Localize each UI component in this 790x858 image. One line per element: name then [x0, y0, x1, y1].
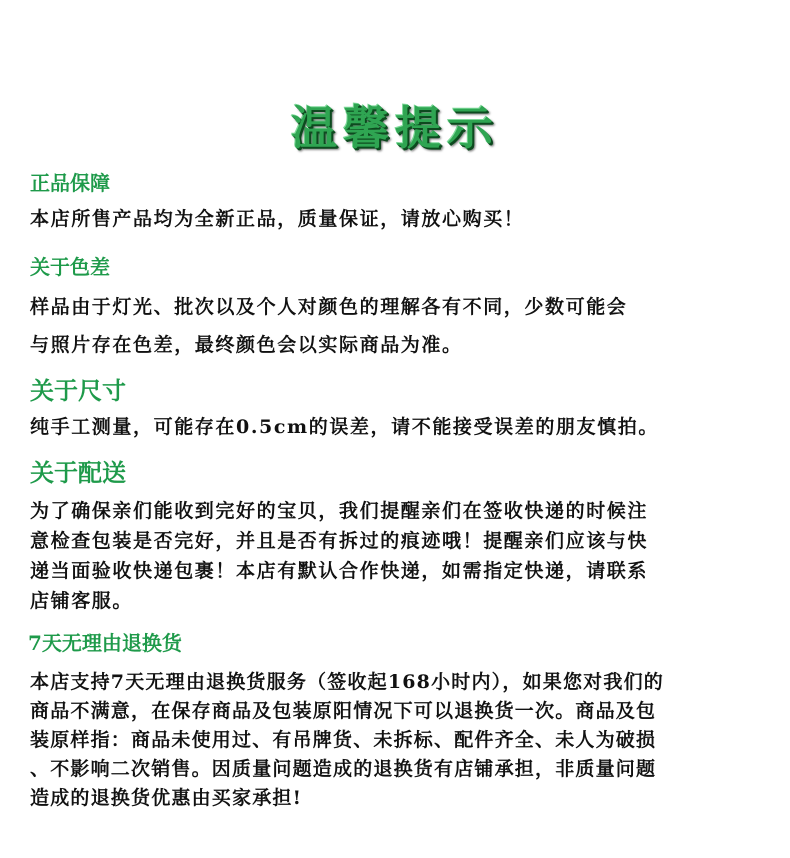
text-line: 装原样指：商品未使用过、有吊牌货、未拆标、配件齐全、未人为破损 — [30, 729, 657, 751]
section-body-returns — [30, 668, 765, 813]
text-line: 本店支持7天无理由退换货服务（签收起168小时内），如果您对我们的 — [30, 671, 664, 693]
page-title: 温馨提示 — [291, 101, 499, 155]
text-line: 样品由于灯光、批次以及个人对颜色的理解各有不同，少数可能会 — [30, 296, 628, 318]
text-line: 与照片存在色差，最终颜色会以实际商品为准。 — [30, 334, 463, 356]
text-line: 商品不满意，在保存商品及包装原阳情况下可以退换货一次。商品及包 — [30, 700, 657, 722]
text-line: 、不影响二次销售。因质量问题造成的退换货有店铺承担，非质量问题 — [30, 758, 657, 780]
section-heading-delivery: 关于配送 — [30, 458, 126, 487]
section-heading-color-difference: 关于色差 — [30, 255, 110, 279]
section-heading-size: 关于尺寸 — [30, 376, 126, 405]
text-line: 店铺客服。 — [30, 590, 134, 612]
text-line: 本店所售产品均为全新正品，质量保证，请放心购买！ — [30, 208, 525, 230]
section-body-size — [30, 412, 765, 442]
text-line: 造成的退换货优惠由买家承担! — [30, 787, 303, 809]
section-body-authentic — [30, 204, 765, 234]
section-body-color-difference — [30, 288, 765, 364]
text-line: 意检查包装是否完好，并且是否有拆过的痕迹哦！提醒亲们应该与快 — [30, 530, 649, 552]
text-line: 纯手工测量，可能存在0.5cm的误差，请不能接受误差的朋友慎拍。 — [30, 416, 659, 438]
text-line: 递当面验收快递包裹！本店有默认合作快递，如需指定快递，请联系 — [30, 560, 649, 582]
text-line: 为了确保亲们能收到完好的宝贝，我们提醒亲们在签收快递的时候注 — [30, 500, 649, 522]
section-heading-returns: 7天无理由退换货 — [28, 631, 182, 655]
section-body-delivery — [30, 496, 765, 616]
section-heading-authentic: 正品保障 — [30, 171, 110, 195]
